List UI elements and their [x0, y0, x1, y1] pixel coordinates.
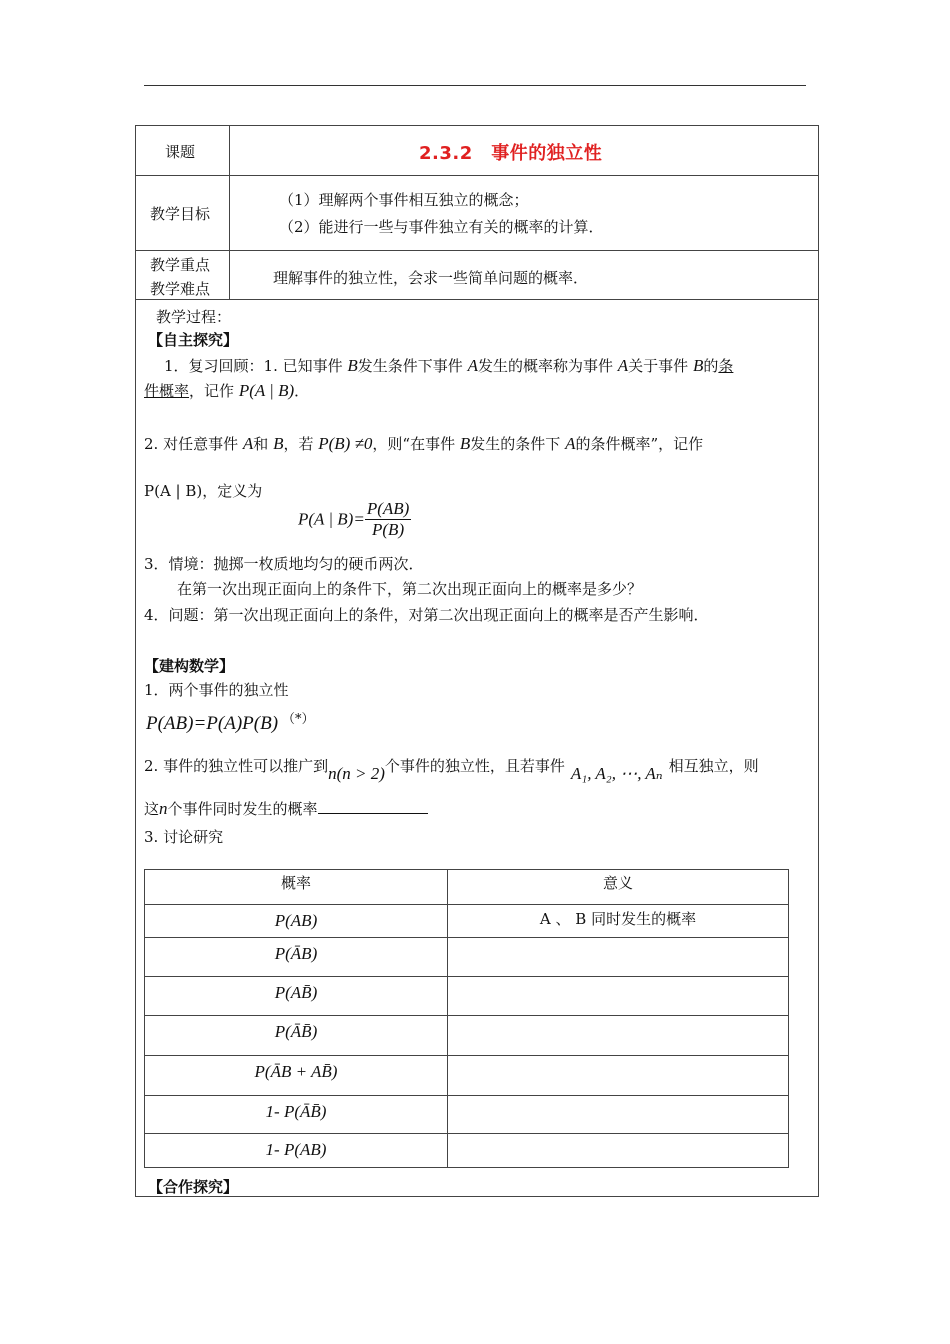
- meaning-cell[interactable]: [448, 1134, 789, 1168]
- meaning-cell[interactable]: [448, 1096, 789, 1134]
- header-rule: [144, 85, 806, 86]
- prob-cell: 1- P(AB): [145, 1134, 448, 1168]
- table-header: 概率: [145, 870, 448, 905]
- prob-cell: P(ĀB): [145, 938, 448, 977]
- scenario-item: 3．情境：抛掷一枚质地均匀的硬币两次．: [144, 555, 424, 573]
- key-content: 理解事件的独立性，会求一些简单问题的概率．: [273, 269, 589, 287]
- table-row: [145, 1016, 789, 1056]
- prob-cell: P(AB̄): [145, 977, 448, 1016]
- meaning-cell[interactable]: [448, 1016, 789, 1056]
- table-row: [145, 1056, 789, 1096]
- table-row: [145, 1134, 789, 1168]
- build-item-2-cont: 这n个事件同时发生的概率: [144, 798, 428, 819]
- build-item-1: 1．两个事件的独立性: [144, 681, 289, 699]
- table-row: [145, 905, 789, 938]
- scenario-question: 在第一次出现正面向上的条件下，第二次出现正面向上的概率是多少？: [177, 580, 643, 598]
- section-heading: 【建构数学】: [144, 657, 235, 675]
- answer-blank[interactable]: [318, 799, 428, 814]
- difficulty-label: 教学难点: [150, 280, 211, 298]
- review-item-2: 2. 对任意事件 A和 B，若 P(B) ≠0，则“在事件 B发生的条件下 A的条件概率”，记作: [144, 434, 704, 453]
- prob-cell: 1- P(ĀB̄): [145, 1096, 448, 1134]
- goal-item: （2）能进行一些与事件独立有关的概率的计算．: [279, 218, 604, 236]
- column-divider: [229, 125, 230, 299]
- prob-cell: P(AB): [145, 905, 448, 938]
- goal-label: 教学目标: [150, 205, 211, 223]
- review-item-1-cont: 件概率，记作 P(A | B)．: [144, 381, 310, 400]
- meaning-cell[interactable]: [448, 977, 789, 1016]
- prob-cell: P(ĀB + AB̄): [145, 1056, 448, 1096]
- topic-label: 课题: [165, 143, 196, 161]
- goal-item: （1）理解两个事件相互独立的概念；: [279, 191, 529, 209]
- table-row: [145, 938, 789, 977]
- process-heading: 教学过程：: [156, 308, 232, 326]
- row-divider: [135, 299, 819, 300]
- review-item-1: 1．复习回顾：1. 已知事件 B发生条件下事件 A发生的概率称为事件 A关于事件 B的条: [164, 356, 734, 375]
- probability-table: [144, 869, 789, 1168]
- build-item-2: 2. 事件的独立性可以推广到n(n > 2)个事件的独立性，且若事件 A₁, A₂, ⋯, Aₙ 相互独立，则: [144, 757, 759, 783]
- table-row: [145, 977, 789, 1016]
- fraction: $\frac{P(AB)}{P(B)}$: [366, 499, 410, 539]
- meaning-cell[interactable]: [448, 1056, 789, 1096]
- table-header: 意义: [448, 870, 789, 905]
- table-header-row: [145, 870, 789, 905]
- section-heading: 【合作探究】: [148, 1178, 239, 1196]
- key-label: 教学重点: [150, 256, 211, 274]
- prob-cell: P(ĀB̄): [145, 1016, 448, 1056]
- row-divider: [135, 175, 819, 176]
- lesson-title: 2.3.2 事件的独立性: [419, 143, 603, 164]
- review-item-2-cont: P(A | B)，定义为: [144, 482, 263, 500]
- question-item: 4．问题：第一次出现正面向上的条件，对第二次出现正面向上的概率是否产生影响．: [144, 606, 709, 624]
- row-divider: [135, 250, 819, 251]
- build-item-3: 3. 讨论研究: [144, 828, 224, 846]
- table-row: [145, 1096, 789, 1134]
- independence-formula: P(AB)=P(A)P(B) （*）: [146, 712, 315, 734]
- conditional-formula: P(A | B)= $\frac{P(AB)}{P(B)}$: [298, 499, 410, 539]
- meaning-cell: A 、 B 同时发生的概率: [448, 905, 789, 938]
- meaning-cell[interactable]: [448, 938, 789, 977]
- section-heading: 【自主探究】: [148, 331, 239, 349]
